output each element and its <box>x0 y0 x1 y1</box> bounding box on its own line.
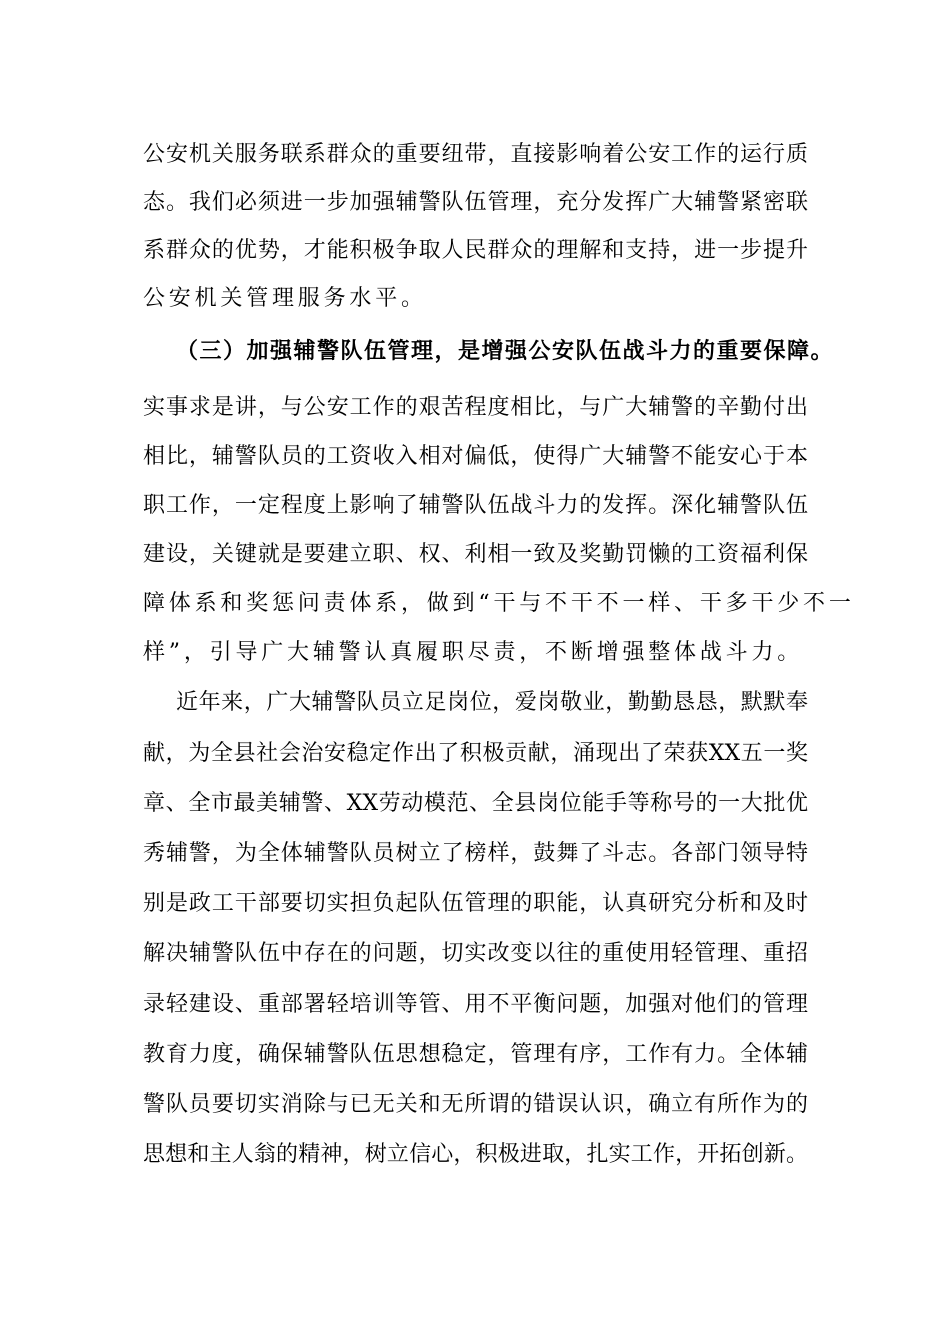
paragraph-line: 解决辅警队伍中存在的问题，切实改变以往的重使用轻管理、重招 <box>143 941 808 966</box>
paragraph-line: 思想和主人翁的精神，树立信心，积极进取，扎实工作，开拓创新。 <box>143 1142 808 1167</box>
paragraph-line: 相比，辅警队员的工资收入相对偏低，使得广大辅警不能安心于本 <box>143 444 808 469</box>
section-heading: （三）加强辅警队伍管理，是增强公安队伍战斗力的重要保障。 <box>176 339 835 364</box>
paragraph-line: 职工作，一定程度上影响了辅警队伍战斗力的发挥。深化辅警队伍 <box>143 493 808 518</box>
paragraph-line: 公安机关服务联系群众的重要纽带，直接影响着公安工作的运行质 <box>143 142 808 167</box>
paragraph-line: 实事求是讲，与公安工作的艰苦程度相比，与广大辅警的辛勤付出 <box>143 395 808 420</box>
paragraph-line: 秀辅警，为全体辅警队员树立了榜样，鼓舞了斗志。各部门领导特 <box>143 841 808 866</box>
paragraph-line: 建设，关键就是要建立职、权、利相一致及奖勤罚懒的工资福利保 <box>143 542 808 567</box>
paragraph-line: 近年来，广大辅警队员立足岗位，爱岗敬业，勤勤恳恳，默默奉 <box>176 690 808 715</box>
paragraph-line: 系群众的优势，才能积极争取人民群众的理解和支持，进一步提升 <box>143 238 808 263</box>
paragraph-line: 献，为全县社会治安稳定作出了积极贡献，涌现出了荣获XX五一奖 <box>143 741 808 766</box>
paragraph-line: 警队员要切实消除与已无关和无所谓的错误认识，确立有所作为的 <box>143 1092 808 1117</box>
paragraph-line: 样”，引导广大辅警认真履职尽责，不断增强整体战斗力。 <box>143 640 804 665</box>
paragraph-line: 态。我们必须进一步加强辅警队伍管理，充分发挥广大辅警紧密联 <box>143 190 808 215</box>
paragraph-line: 公安机关管理服务水平。 <box>143 286 427 311</box>
paragraph-line: 别是政工干部要切实担负起队伍管理的职能，认真研究分析和及时 <box>143 891 808 916</box>
paragraph-line: 教育力度，确保辅警队伍思想稳定，管理有序，工作有力。全体辅 <box>143 1042 808 1067</box>
paragraph-line: 章、全市最美辅警、XX劳动模范、全县岗位能手等称号的一大批优 <box>143 791 808 816</box>
paragraph-line: 障体系和奖惩问责体系，做到“干与不干不一样、干多干少不一 <box>143 591 855 616</box>
paragraph-line: 录轻建设、重部署轻培训等管、用不平衡问题，加强对他们的管理 <box>143 992 808 1017</box>
